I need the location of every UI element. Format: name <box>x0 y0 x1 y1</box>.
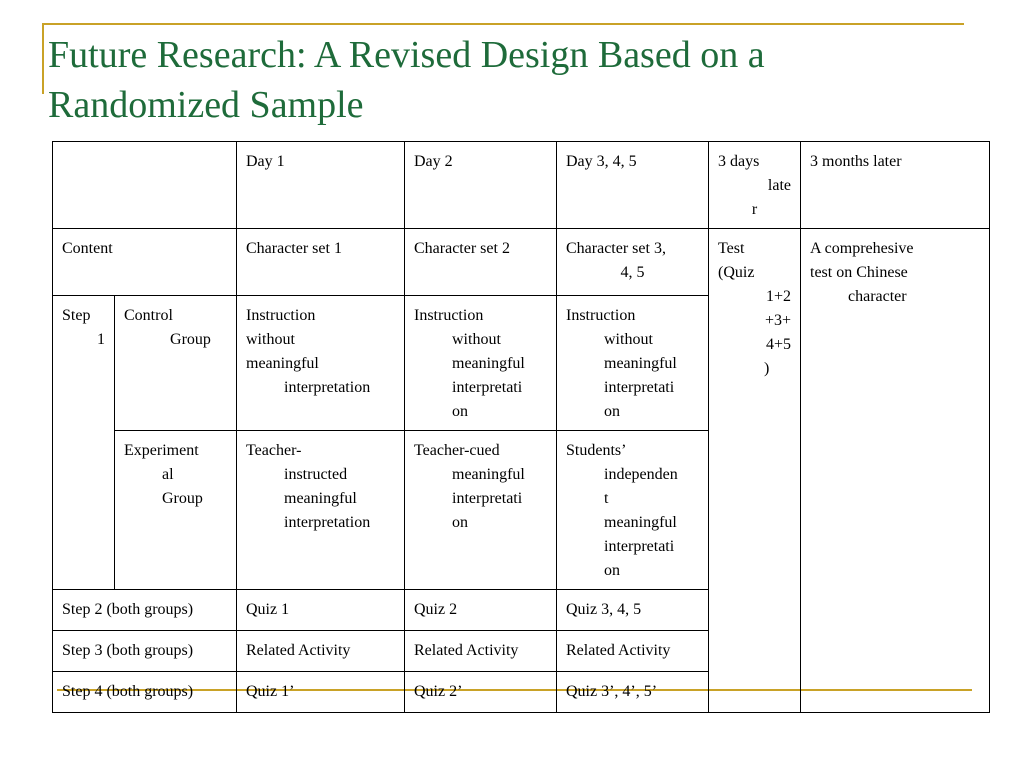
content-row <box>53 229 990 296</box>
experimental-day1: Teacher- instructed meaningful interpretation <box>237 431 405 590</box>
decorative-top-rule <box>42 23 964 25</box>
content-day345: Character set 3, 4, 5 <box>557 229 709 296</box>
experimental-group-label: Experiment al Group <box>115 431 237 590</box>
step4-day1: Quiz 1’ <box>237 672 405 713</box>
experimental-day345: Students’ independen t meaningful interpretati on <box>557 431 709 590</box>
header-row <box>53 142 990 229</box>
slide-title-line-1: Future Research: A Revised Design Based on a <box>48 34 765 76</box>
control-group-label: Control Group <box>115 296 237 431</box>
research-design-table <box>52 141 990 713</box>
step2-day345: Quiz 3, 4, 5 <box>557 590 709 631</box>
step4-day345: Quiz 3’, 4’, 5’ <box>557 672 709 713</box>
content-label: Content <box>53 229 237 296</box>
header-3-months-later: 3 months later <box>801 142 990 229</box>
experimental-day2: Teacher-cued meaningful interpretati on <box>405 431 557 590</box>
step3-day2: Related Activity <box>405 631 557 672</box>
slide-title <box>48 30 988 130</box>
header-day345: Day 3, 4, 5 <box>557 142 709 229</box>
step2-day1: Quiz 1 <box>237 590 405 631</box>
step4-label: Step 4 (both groups) <box>53 672 237 713</box>
control-day1: Instruction without meaningful interpretation <box>237 296 405 431</box>
content-day2: Character set 2 <box>405 229 557 296</box>
step1-label: Step 1 <box>53 296 115 590</box>
control-day345: Instruction without meaningful interpretati on <box>557 296 709 431</box>
step2-day2: Quiz 2 <box>405 590 557 631</box>
header-3-days-later: 3 days late r <box>709 142 801 229</box>
header-day2: Day 2 <box>405 142 557 229</box>
header-corner-cell <box>53 142 237 229</box>
comprehensive-test-cell: A comprehesive test on Chinese character <box>801 229 990 713</box>
control-day2: Instruction without meaningful interpretati on <box>405 296 557 431</box>
slide-title-line-2: Randomized Sample <box>48 84 364 126</box>
step3-label: Step 3 (both groups) <box>53 631 237 672</box>
content-day1: Character set 1 <box>237 229 405 296</box>
header-day1: Day 1 <box>237 142 405 229</box>
decorative-left-rule <box>42 23 44 94</box>
test-quiz-cell: Test (Quiz 1+2 +3+ 4+5 ) <box>709 229 801 713</box>
step4-day2: Quiz 2’ <box>405 672 557 713</box>
step3-day1: Related Activity <box>237 631 405 672</box>
step3-day345: Related Activity <box>557 631 709 672</box>
step2-label: Step 2 (both groups) <box>53 590 237 631</box>
